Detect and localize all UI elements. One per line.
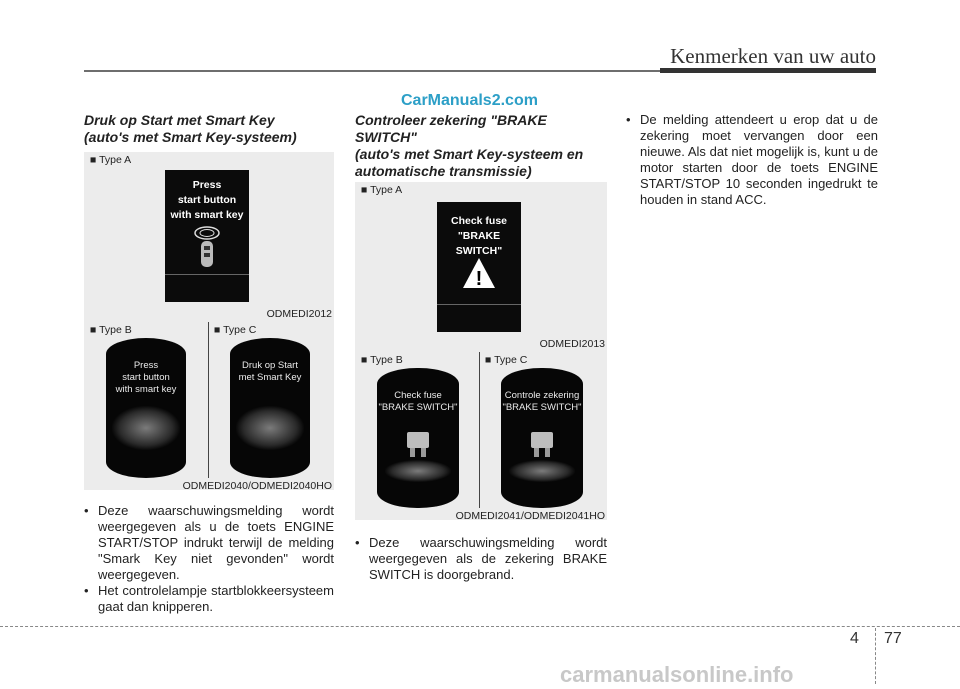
smart-key-fob-icon bbox=[165, 223, 249, 275]
cluster-line: Check fuse bbox=[394, 390, 442, 401]
heading-line: SWITCH" bbox=[355, 129, 417, 145]
figure-smart-key-type-b-c bbox=[84, 322, 334, 490]
section-heading-smart-key bbox=[84, 112, 334, 146]
warning-triangle-icon bbox=[461, 256, 497, 290]
figure-code: ODMEDI2013 bbox=[539, 338, 605, 350]
bullet-item: • Het controlelampje startblokkeersysteem gaat dan knipperen. bbox=[84, 583, 334, 615]
heading-line: (auto's met Smart Key-systeem en bbox=[355, 146, 584, 162]
key-fob-image bbox=[236, 406, 304, 450]
cluster-display-type-b bbox=[106, 338, 186, 478]
display-screen bbox=[437, 202, 521, 332]
section-number: 4 bbox=[850, 630, 859, 647]
type-b-label: ■ Type B bbox=[361, 354, 403, 366]
screen-line: Check fuse bbox=[450, 215, 508, 227]
section-heading-brake-switch bbox=[355, 112, 607, 180]
running-header-title: Kenmerken van uw auto bbox=[670, 44, 876, 68]
bullet-item: • Deze waarschuwingsmelding wordt weergegeven als de zekering BRAKE SWITCH is doorgebrand. bbox=[355, 535, 607, 583]
type-c-label: ■ Type C bbox=[214, 324, 257, 336]
figure-code: ODMEDI2012 bbox=[266, 308, 332, 320]
heading-line: automatische transmissie) bbox=[355, 163, 532, 179]
reflection-glow bbox=[509, 460, 575, 482]
cluster-line: "BRAKE SWITCH" bbox=[378, 402, 458, 413]
warning-symbol: ! bbox=[475, 268, 483, 290]
bullet-list-col2 bbox=[355, 535, 607, 583]
footer-tick bbox=[875, 628, 876, 684]
bullet-list-col1 bbox=[84, 503, 334, 615]
type-b-label: ■ Type B bbox=[90, 324, 132, 336]
fuse-icon bbox=[525, 428, 559, 462]
screen-line: start button bbox=[177, 194, 237, 206]
figure-code: ODMEDI2041/ODMEDI2041HO bbox=[455, 510, 605, 522]
reflection-glow bbox=[385, 460, 451, 482]
figure-smart-key-type-a bbox=[84, 152, 334, 322]
cluster-line: Druk op Start bbox=[242, 360, 298, 371]
type-a-label: ■ Type A bbox=[90, 154, 132, 166]
figure-divider bbox=[208, 322, 209, 478]
figure-code: ODMEDI2040/ODMEDI2040HO bbox=[182, 480, 332, 492]
cluster-line: met Smart Key bbox=[238, 372, 302, 383]
figure-brake-switch-type-a bbox=[355, 182, 607, 352]
bullet-list-col3 bbox=[626, 112, 878, 208]
header-rule-accent bbox=[660, 68, 876, 73]
screen-line: with smart key bbox=[170, 209, 244, 221]
type-a-label: ■ Type A bbox=[361, 184, 403, 196]
cluster-display-type-b bbox=[377, 368, 459, 508]
watermark-bottom: carmanualsonline.info bbox=[560, 662, 794, 687]
key-fob-image bbox=[112, 406, 180, 450]
screen-line: "BRAKE SWITCH" bbox=[455, 230, 503, 257]
cluster-line: start button bbox=[122, 372, 170, 383]
fuse-icon bbox=[401, 428, 435, 462]
figure-divider bbox=[479, 352, 480, 508]
figure-brake-switch-type-b-c bbox=[355, 352, 607, 520]
heading-line: Controleer zekering "BRAKE bbox=[355, 112, 547, 128]
bullet-item: • Deze waarschuwingsmelding wordt weergegeven als u de toets ENGINE START/STOP indrukt terwijl de melding "Smark Key niet gevonden" wordt weergegeven. bbox=[84, 503, 334, 583]
cluster-display-type-c bbox=[501, 368, 583, 508]
cluster-display-type-c bbox=[230, 338, 310, 478]
cluster-line: Press bbox=[133, 360, 159, 371]
type-c-label: ■ Type C bbox=[485, 354, 528, 366]
screen-separator bbox=[165, 274, 249, 275]
footer-rule bbox=[0, 626, 960, 627]
bullet-item: • De melding attendeert u erop dat u de zekering moet vervangen door een nieuwe. Als dat niet mogelijk is, kunt u de motor starten door de toets ENGINE START/STOP 10 seconden ingedrukt te houden in stand ACC. bbox=[626, 112, 878, 208]
cluster-line: "BRAKE SWITCH" bbox=[502, 402, 582, 413]
screen-line: Press bbox=[192, 179, 222, 191]
watermark-top: CarManuals2.com bbox=[401, 92, 538, 109]
heading-line: (auto's met Smart Key-systeem) bbox=[84, 129, 297, 145]
cluster-line: Controle zekering bbox=[504, 390, 580, 401]
heading-line: Druk op Start met Smart Key bbox=[84, 112, 275, 128]
display-screen bbox=[165, 170, 249, 302]
page-number: 77 bbox=[884, 630, 902, 647]
screen-separator bbox=[437, 304, 521, 305]
cluster-line: with smart key bbox=[115, 384, 177, 395]
